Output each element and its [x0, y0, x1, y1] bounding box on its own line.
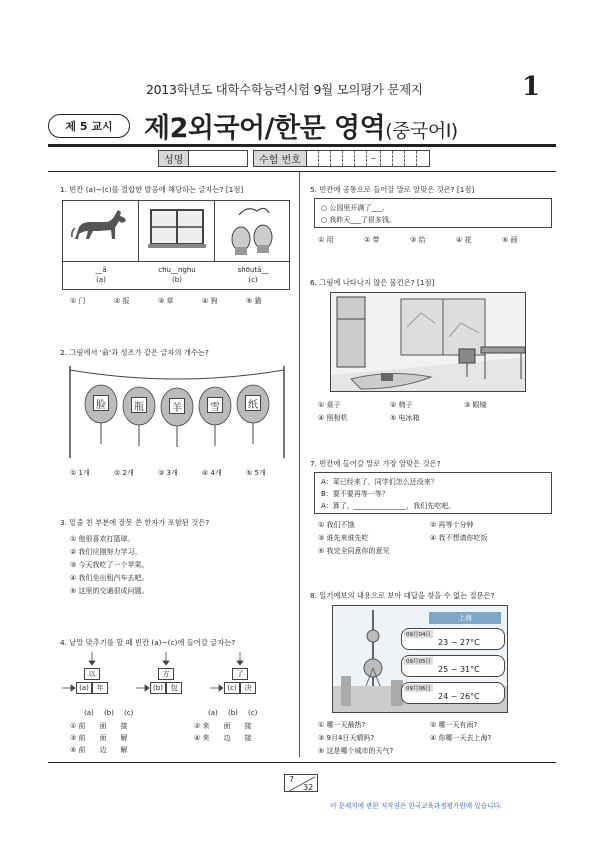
q1-option-3[interactable]: ③ 草	[158, 297, 174, 305]
q8-stem: 8. 일기예보의 내용으로 보아 대답을 찾을 수 없는 질문은?	[310, 591, 495, 600]
q5-line-1: ○ 公园里开满了___。	[321, 204, 389, 212]
q3-option-3[interactable]: ③ 今天我吃了一个苹果。	[70, 561, 149, 569]
page-indicator	[284, 774, 318, 792]
boxing-gloves-icon	[215, 201, 291, 261]
q2-option-3[interactable]: ③ 3개	[158, 469, 178, 477]
q3-option-1[interactable]: ① 他很喜欢打篮球。	[70, 535, 135, 543]
q4-top-box-2: 方	[158, 668, 174, 680]
q2-stem: 2. 그림에서 '命'과 성조가 같은 글자의 개수는?	[60, 348, 209, 357]
name-field[interactable]	[189, 151, 247, 166]
q4-option-5[interactable]: ⑤ 前 边 解	[70, 746, 128, 754]
q5-option-5[interactable]: ⑤ 画	[502, 236, 518, 244]
subject-title-main: 제2외국어/한문 영역	[144, 113, 386, 144]
q4-blank-b: (b)	[150, 682, 166, 694]
q1-table	[62, 200, 290, 290]
desk-icon	[481, 347, 525, 353]
q4-header-a: (a)	[84, 709, 94, 717]
q5-option-3[interactable]: ③ 给	[410, 236, 426, 244]
chair-icon	[459, 349, 475, 363]
q6-option-5[interactable]: ⑤ 电冰箱	[390, 414, 420, 422]
total-pages: 32	[303, 783, 314, 792]
q4-option-4[interactable]: ④ 来 边 接	[194, 734, 252, 742]
copyright-notice: 이 문제지에 관한 저작권은 한국교육과정평가원에 있습니다.	[330, 802, 502, 810]
subject-title-sub: (중국어Ⅰ)	[385, 120, 458, 142]
exam-number-label: 수험 번호	[254, 151, 307, 166]
q3-stem: 3. 밑줄 친 부분에 잘못 쓴 한자가 포함된 것은?	[60, 518, 210, 527]
number-cell[interactable]	[381, 151, 393, 166]
q6-option-3[interactable]: ③ 眼镜	[464, 401, 487, 409]
q6-option-2[interactable]: ② 椅子	[390, 401, 413, 409]
q1-picture-window	[139, 201, 215, 261]
q7-dialog-a1: A：菜已经来了，同学们怎么还没来？	[321, 478, 438, 486]
q5-option-2[interactable]: ② 带	[364, 236, 380, 244]
q7-option-1[interactable]: ① 我们不饿	[318, 521, 355, 529]
lantern-3: 羊	[169, 398, 185, 414]
forecast-temp-2: 25 ~ 31°C	[438, 665, 480, 674]
number-cell[interactable]	[331, 151, 343, 166]
q1-pinyin-3: shōutā__	[237, 266, 269, 274]
q8-city: 上海	[429, 612, 501, 624]
subject-title	[144, 106, 458, 145]
page-number: 1	[522, 72, 541, 102]
q4-header-b: (b)	[104, 709, 114, 717]
forecast-temp-3: 24 ~ 26°C	[438, 692, 480, 701]
q4-box-1: 年	[92, 682, 108, 694]
header-rule	[48, 144, 556, 147]
q8-option-2[interactable]: ② 哪一天有雨?	[430, 721, 478, 729]
q1-picture-horse	[63, 201, 139, 261]
number-cell[interactable]	[355, 151, 367, 166]
q2-option-2[interactable]: ② 2개	[114, 469, 134, 477]
q5-option-4[interactable]: ④ 花	[456, 236, 472, 244]
number-cell[interactable]	[343, 151, 355, 166]
forecast-date-1: 09月04日	[406, 632, 431, 638]
q4-box-2: 包	[166, 682, 182, 694]
q2-option-5[interactable]: ⑤ 5개	[246, 469, 266, 477]
q1-marker-b: (b)	[172, 276, 182, 284]
session-badge: 제 5 교시	[48, 114, 130, 138]
q3-option-2[interactable]: ② 我们应刚努力学习。	[70, 548, 142, 556]
q4-blank-a: (a)	[76, 682, 92, 694]
number-cell[interactable]	[307, 151, 319, 166]
q7-option-3[interactable]: ③ 谁先来谁先吃	[318, 534, 369, 542]
lantern-5: 纸	[245, 395, 261, 411]
refrigerator-icon	[337, 297, 365, 367]
q4-blank-c: (c)	[224, 682, 240, 694]
q1-option-1[interactable]: ① 门	[70, 297, 86, 305]
q5-option-1[interactable]: ① 用	[318, 236, 334, 244]
forecast-date-2: 09月05日	[406, 659, 431, 665]
q1-option-4[interactable]: ④ 狗	[202, 297, 218, 305]
q6-option-4[interactable]: ④ 照相机	[318, 414, 348, 422]
forecast-temp-1: 23 ~ 27°C	[438, 638, 480, 647]
current-page: 7	[289, 775, 295, 784]
q7-dialog-b: B：要不要再等一等？	[321, 490, 389, 498]
q6-room-picture	[330, 292, 526, 392]
number-cell[interactable]	[417, 151, 429, 166]
q3-option-4[interactable]: ④ 我们坐出租汽车去吧。	[70, 574, 149, 582]
q1-stem: 1. 빈칸 (a)~(c)를 결합한 발음에 해당하는 글자는? [1점]	[60, 185, 244, 194]
q3-option-5[interactable]: ⑤ 这里的交通很成问题。	[70, 587, 149, 595]
q1-marker-c: (c)	[248, 276, 258, 284]
horse-icon	[63, 201, 139, 261]
q5-stem: 5. 빈칸에 공통으로 들어갈 말로 알맞은 것은? [1점]	[310, 185, 475, 194]
number-cell[interactable]	[393, 151, 405, 166]
q1-option-5[interactable]: ⑤ 猫	[246, 297, 262, 305]
exam-title: 2013학년도 대학수학능력시험 9월 모의평가 문제지	[146, 82, 423, 97]
room-illustration	[331, 293, 526, 392]
q2-option-1[interactable]: ① 1개	[70, 469, 90, 477]
q1-pinyin-1: __ā	[95, 266, 107, 274]
q1-marker-a: (a)	[96, 276, 106, 284]
q6-option-1[interactable]: ① 桌子	[318, 401, 341, 409]
q1-pinyin-row	[63, 261, 289, 291]
header-rule-thin	[48, 171, 556, 172]
q8-weather-picture	[332, 605, 508, 713]
q4-option-1[interactable]: ① 前 面 接	[70, 722, 128, 730]
q8-option-3[interactable]: ③ 9月4日天晴吗?	[318, 734, 375, 742]
q7-dialog-a2: A：算了，_______________，我们先吃吧。	[321, 502, 456, 510]
q4-header-b: (b)	[228, 709, 238, 717]
q8-option-4[interactable]: ④ 你哪一天去上海?	[430, 734, 492, 742]
q4-option-3[interactable]: ③ 前 面 解	[70, 734, 128, 742]
q4-header-c: (c)	[124, 709, 134, 717]
exam-number-box	[253, 150, 430, 167]
q2-option-4[interactable]: ④ 4개	[202, 469, 222, 477]
q6-stem: 6. 그림에 나타나지 않은 물건은? [1점]	[310, 278, 435, 287]
q7-stem: 7. 빈칸에 들어갈 말로 가장 알맞은 것은?	[310, 459, 441, 468]
forecast-date-3: 09月06日	[406, 686, 431, 692]
number-cell[interactable]	[405, 151, 417, 166]
number-dash: –	[367, 151, 381, 166]
q4-header-c: (c)	[248, 709, 258, 717]
lantern-2: 瓶	[131, 397, 147, 413]
q7-option-5[interactable]: ⑤ 我完全同意你的意见	[318, 547, 390, 555]
column-divider	[299, 172, 300, 757]
q4-header-a: (a)	[208, 709, 218, 717]
lantern-1: 脸	[93, 395, 109, 411]
q1-option-2[interactable]: ② 报	[114, 297, 130, 305]
q2-lantern-picture	[64, 362, 290, 458]
q1-picture-gloves	[215, 201, 291, 261]
forecast-day-2	[401, 655, 505, 677]
name-box	[158, 150, 248, 167]
q5-line-2: ○ 我昨天___了很多钱。	[321, 216, 396, 224]
q7-option-4[interactable]: ④ 我不想请你吃饭	[430, 534, 488, 542]
q5-box	[314, 198, 552, 228]
footer-rule	[48, 762, 556, 763]
window-icon	[139, 201, 215, 261]
q7-dialog-box	[314, 472, 552, 514]
forecast-day-3	[401, 682, 505, 704]
q7-option-2[interactable]: ② 再等十分钟	[430, 521, 474, 529]
q4-option-2[interactable]: ② 来 面 接	[194, 722, 252, 730]
name-label: 성명	[159, 151, 189, 166]
q4-stem: 4. 낱말 맞추기를 할 때 빈칸 (a)~(c)에 들어갈 글자는?	[60, 638, 236, 647]
q1-pinyin-2: chu__nghu	[158, 266, 196, 274]
lantern-4: 雪	[207, 397, 223, 413]
forecast-day-1	[401, 628, 505, 650]
q4-puzzle	[62, 652, 290, 702]
q8-option-1[interactable]: ① 哪一天最热?	[318, 721, 366, 729]
q4-top-box-3: 了	[232, 668, 248, 680]
q4-box-3: 决	[240, 682, 256, 694]
q4-top-box-1: 以	[84, 668, 100, 680]
number-cell[interactable]	[319, 151, 331, 166]
camera-icon	[381, 373, 393, 381]
q8-option-5[interactable]: ⑤ 这是哪个城市的天气?	[318, 747, 394, 755]
